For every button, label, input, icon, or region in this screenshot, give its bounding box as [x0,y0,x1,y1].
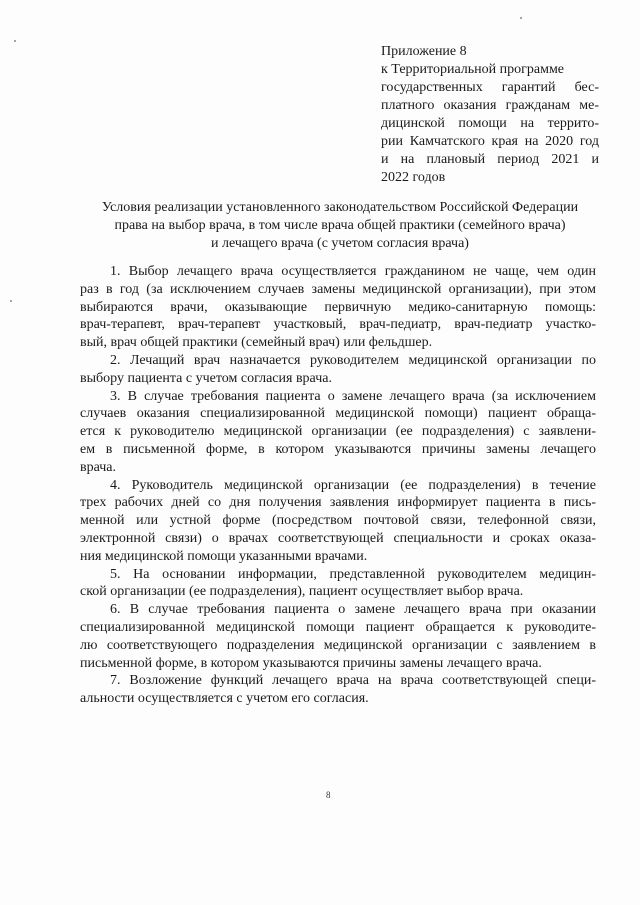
page-number: 8 [326,790,331,800]
title-line: права на выбор врача, в том числе врача общей практики (семейного врача) [114,218,566,233]
body-line: случаев оказания специализированной медицинской помощи) пациент обраща- [80,406,596,422]
body-line: раз в год (за исключением случаев замены медицинской организации), при этом [80,281,596,297]
scan-speck [10,300,12,302]
body-line: 1. Выбор лечащего врача осуществляется гражданином не чаще, чем один [110,264,596,279]
body-line: трех рабочих дней со дня получения заявления информирует пациента в пись- [80,495,596,511]
body-line: менной или устной форме (посредством почтовой связи, телефонной связи, [80,513,596,529]
body-line: 7. Возложение функций лечащего врача на врача соответствующей специ- [110,673,596,689]
body-line: ния медицинской помощи указанными врачами. [80,548,368,564]
body-line: 6. В случае требования пациента о замене лечащего врача при оказании [110,602,596,618]
body-line: ется к руководителю медицинской организации (ее подразделения) с заявлени- [80,424,596,440]
appendix-line: и на плановый период 2021 и [381,152,599,167]
body-line: лю соответствующего подразделения медицинской организации с заявлением в [80,637,596,653]
body-line: электронной связи) о врачах соответствующей специальности и сроках оказа- [80,530,596,546]
body-line: альности осуществляется с учетом его согласия. [80,691,369,707]
appendix-line: 2022 годов [381,170,446,185]
appendix-line: государственных гарантий бес- [381,80,599,95]
body-line: вый, врач общей практики (семейный врач) или фельдшер. [80,335,433,351]
appendix-line: рии Камчатского края на 2020 год [381,134,599,149]
scan-speck [14,40,16,42]
body-line: специализированной медицинской помощи пациент обращается к руководите- [80,619,596,635]
appendix-line: к Территориальной программе [381,62,565,77]
body-line: 3. В случае требования пациента о замене лечащего врача (за исключением [110,388,596,404]
title-line: и лечащего врача (с учетом согласия врача) [211,236,469,251]
appendix-line: дицинской помощи на террито- [381,116,599,131]
body-line: письменной форме, в котором указываются причины замены лечащего врача. [80,655,542,671]
body-line: выбору пациента с учетом согласия врача. [80,370,332,386]
body-line: 4. Руководитель медицинской организации (ее подразделения) в течение [110,477,596,493]
body-line: врач-терапевт, врач-терапевт участковый, врач-педиатр, врач-педиатр участко- [80,317,596,333]
appendix-header [381,43,599,187]
appendix-line: платного оказания гражданам ме- [381,98,599,113]
body-line: 5. На основании информации, представленной руководителем медицин- [110,566,596,582]
document-body [80,263,596,708]
document-title [70,199,610,253]
body-line: 2. Лечащий врач назначается руководителем медицинской организации по [110,352,596,368]
appendix-line: Приложение 8 [381,44,467,59]
title-line: Условия реализации установленного законодательством Российской Федерации [101,200,579,215]
scan-speck [520,17,522,19]
body-line: ем в письменной форме, в котором указываются причины замены лечащего [80,441,596,457]
body-line: врача. [80,459,117,475]
body-line: выбираются врачи, оказывающие первичную медико-санитарную помощь: [80,299,596,315]
body-line: ской организации (ее подразделения), пациент осуществляет выбор врача. [80,584,524,600]
